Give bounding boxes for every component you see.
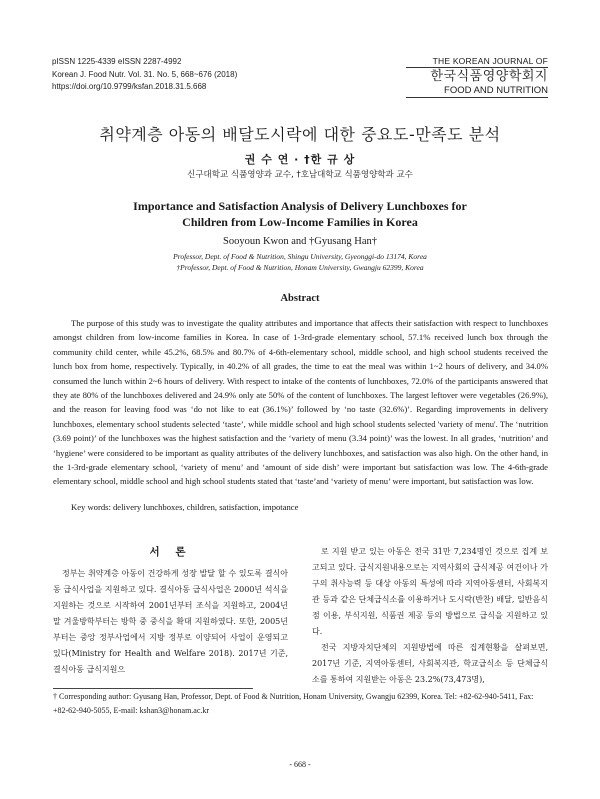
affiliation-english-2: †Professor, Dept. of Food & Nutrition, Honam University, Gwangju 62399, Korea <box>176 262 424 272</box>
journal-name-line2: FOOD AND NUTRITION <box>406 85 548 98</box>
section-heading-introduction: 서 론 <box>149 546 192 558</box>
footnote-rule <box>53 688 253 689</box>
authors-korean: 권 수 연 · †한 규 상 <box>244 153 356 166</box>
issn: pISSN 1225-4339 eISSN 2287-4992 <box>52 57 182 66</box>
journal-logo <box>406 56 548 98</box>
keywords: Key words: delivery lunchboxes, children, satisfaction, impotance <box>71 502 299 512</box>
abstract-text: The purpose of this study was to investigate the quality attributes and importance that affects their satisfaction with respect to lunchboxes amongst children from low-income families in Korea. In case of 1-3rd-grade elementary school, 57.1% received lunch box through the community child center, while 45.2%, 68.5% and 80.7% of 4-6th-elementary school, middle school, and high school students received the lunch box from home, respectively. Typically, in 40.2% of all grades, the time to eat the meal was within 1~2 hours of delivery, and 34.0% consumed the lunch within 2~6 hours of delivery. With respect to intake of the contents of lunchboxes, 72.0% of the participants answered that they ate 80% of the lunchboxes delivered and 24.9% only ate 50% of the content of lunchboxes. The largest leftover were vegetables (26.9%), and the reason for leaving food was ‘do not like to eat (36.1%)’ followed by ‘no taste (32.6%)’. Regarding improvements in delivery lunchboxes, elementary school students selected ‘taste’, while middle school and high school students selected 'variety of menu'. The ‘nutrition (3.69 point)’ of the lunchboxes was the highest satisfaction and the ‘variety of menu (3.34 point)’ was the lowest. In all grades, ‘nutrition’ and ‘hygiene’ were considered to be important as quality attributes of the delivery lunchboxes, and satisfaction was also high. On the other hand, in the 1-3rd-grade elementary school, ‘variety of menu’ and ‘amount of side dish’ were important but satisfaction was low. The 4-6th-grade elementary school, middle school and high school students stated that ‘taste’and ‘variety of menu’ were important, but satisfaction was low. <box>53 318 548 487</box>
authors-english: Sooyoun Kwon and †Gyusang Han† <box>223 236 377 247</box>
paragraph: 전국 지방자치단체의 지원방법에 따른 집계현황을 살펴보면, 2017년 기준, 지역아동센터, 사회복지관, 학교급식소 등 단체급식소를 통하여 지원받는 아동은 23.2%(73,473명), <box>312 643 548 684</box>
doi-link[interactable]: https://doi.org/10.9799/ksfan.2018.31.5.668 <box>52 82 207 91</box>
article-meta <box>52 56 237 94</box>
affiliation-english-1: Professor, Dept. of Food & Nutrition, Shingu University, Gyeonggi-do 13174, Korea <box>173 252 427 261</box>
citation: Korean J. Food Nutr. Vol. 31. No. 5, 668~676 (2018) <box>52 69 238 79</box>
corresponding-author-footnote: † Corresponding author: Gyusang Han, Professor, Dept. of Food & Nutrition, Honam University, Gwangju 62399, Korea. Tel: +82-62-940-5411, Fax: +82-62-940-5055, E-mail: kshan3@honam.ac.kr <box>53 692 534 715</box>
title-english <box>0 198 600 230</box>
body-column-left <box>53 566 288 678</box>
abstract-heading: Abstract <box>280 293 320 304</box>
paragraph: 로 지원 받고 있는 아동은 전국 31만 7,234명인 것으로 집계 보고되고 있다. 급식지원내용으로는 지역사회의 급식제공 여건이나 가구의 취사능력 등 대상 아동의 특성에 따라 지역아동센터, 사회복지관 등과 같은 단체급식소를 이용하거나 도시락(반찬) 배달, 일반음식점 이용, 부식지원, 식품권 제공 등의 방법으로 급식을 지원하고 있다. <box>312 547 548 636</box>
title-english-line2: Children from Low-Income Families in Korea <box>182 215 418 229</box>
body-column-right <box>312 544 548 688</box>
journal-name-line1: THE KOREAN JOURNAL OF <box>406 56 548 68</box>
title-english-line1: Importance and Satisfaction Analysis of Delivery Lunchboxes for <box>133 199 467 213</box>
page-number: - 668 - <box>289 760 311 769</box>
abstract <box>53 316 548 489</box>
paragraph: 정부는 취약계층 아동이 건강하게 성장 발달 할 수 있도록 결식아동 급식사업을 지원하고 있다. 결식아동 급식사업은 2000년 석식을 지원하는 것으로 시작하여 2001년부터 조식을 지원하고, 2004년 말 겨울방학부터는 방학 중 중식을 확대 지원하였다. 또한, 2005년부터는 중앙 정부사업에서 지방 정부로 이양되어 사업이 운영되고 있다(Ministry for Health and Welfare 2018). 2017년 기준, 결식아동 급식지원으 <box>53 569 288 674</box>
affiliation-english <box>0 252 600 273</box>
affiliation-korean: 신구대학교 식품영양과 교수, †호남대학교 식품영양학과 교수 <box>187 170 413 180</box>
title-korean: 취약계층 아동의 배달도시락에 대한 중요도-만족도 분석 <box>99 125 501 144</box>
journal-name-korean: 한국식품영양학회지 <box>430 69 548 84</box>
